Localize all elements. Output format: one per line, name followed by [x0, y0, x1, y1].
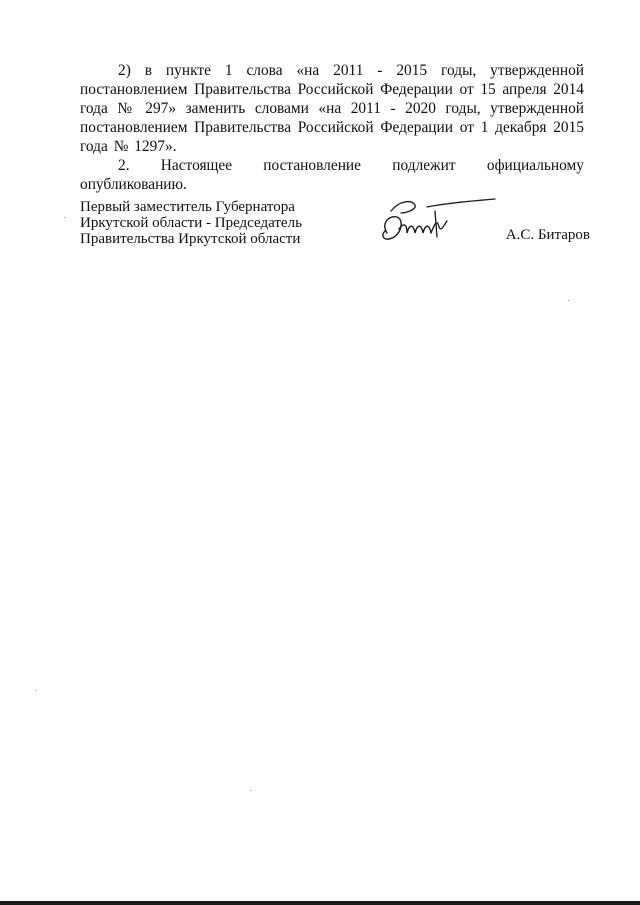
signatory-title-line: Правительства Иркутской области: [80, 231, 301, 247]
signatory-name: А.С. Битаров: [505, 227, 590, 243]
paragraph-amendment: 2) в пункте 1 слова «на 2011 - 2015 годы, утвержденной постановлением Правительства Российской Федерации от 15 апреля 2014 года № 297» заменить словами «на 2011 - 2020 годы, утвержденной постановлением Правительства Российской Федерации от 1 декабря 2015 года № 1297».: [80, 62, 584, 155]
scan-speck: [250, 790, 251, 791]
paragraph-publication: 2. Настоящее постановление подлежит официальному опубликованию.: [80, 157, 584, 193]
scan-speck: [568, 300, 569, 301]
signatory-title-line: Первый заместитель Губернатора: [80, 199, 295, 215]
signatory-title-line: Иркутской области - Председатель: [80, 215, 302, 231]
scan-speck: [64, 217, 65, 218]
document-body: [80, 61, 584, 194]
scan-speck: [36, 690, 37, 691]
signature-block: [80, 199, 590, 259]
handwritten-signature: [377, 193, 497, 251]
scan-bottom-edge: [0, 901, 640, 905]
signatory-title: [80, 199, 302, 247]
